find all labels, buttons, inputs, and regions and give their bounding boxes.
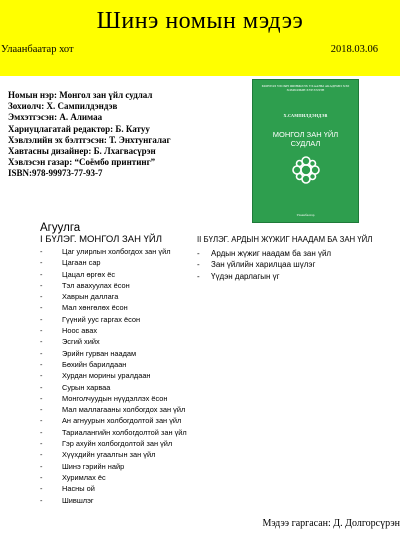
location-label: Улаанбаатар хот <box>1 44 74 55</box>
list-item <box>40 461 210 472</box>
bullet-dash-icon: - <box>40 337 43 347</box>
section1-heading: I БҮЛЭГ. МОНГОЛ ЗАН ҮЙЛ <box>40 234 162 245</box>
bullet-dash-icon: - <box>40 427 43 437</box>
list-item <box>40 483 210 494</box>
book-compiler: Эмхэтгэсэн: А. Алимаа <box>8 112 103 123</box>
list-item-label: Тэл авахуулах ёсон <box>62 280 130 290</box>
list-item-label: Хурдан морины уралдаан <box>62 371 151 381</box>
toc-heading: Агуулга <box>40 222 81 234</box>
list-item-label: Шившлэг <box>62 495 94 505</box>
list-item-label: Сурын харваа <box>62 382 111 392</box>
bullet-dash-icon: - <box>40 326 43 336</box>
header-banner <box>0 0 400 76</box>
list-item <box>40 291 210 302</box>
bullet-dash-icon: - <box>40 405 43 415</box>
book-publisher: Хэвлэлийн эх бэлтгэсэн: Т. Энхтунгалаг <box>8 134 171 145</box>
list-item-label: Ан агнуурын холбогдолтой зан үйл <box>62 416 182 426</box>
book-designer: Хавтасны дизайнер: Б. Лхагвасүрэн <box>8 146 156 157</box>
bullet-dash-icon: - <box>40 439 43 449</box>
list-item-label: Мал маллагааны холбогдох зан үйл <box>62 405 186 415</box>
list-item-label: Эсгий хийх <box>62 337 100 347</box>
list-item <box>197 248 397 259</box>
bullet-dash-icon: - <box>40 472 43 482</box>
prepared-by: Мэдээ гаргасан: Д. Долгорсүрэн <box>262 518 400 529</box>
list-item <box>40 246 210 257</box>
list-item <box>40 302 210 313</box>
list-item <box>197 259 397 270</box>
bullet-dash-icon: - <box>197 271 200 281</box>
list-item <box>40 382 210 393</box>
bullet-dash-icon: - <box>40 258 43 268</box>
book-info <box>8 90 253 180</box>
list-item-label: Үүдэн дарлагын үг <box>211 271 280 281</box>
bullet-dash-icon: - <box>40 303 43 313</box>
list-item-label: Ноос авах <box>62 326 98 336</box>
list-item <box>40 314 210 325</box>
bullet-dash-icon: - <box>40 280 43 290</box>
cover-title-line1: МОНГОЛ ЗАН ҮЙЛ <box>272 130 339 139</box>
cover-author: Х.САМПИЛДЭНДЭВ <box>283 113 328 118</box>
list-item-label: Гэр ахуйн холбогдолтой зан үйл <box>62 439 173 449</box>
list-item <box>40 495 210 506</box>
bullet-dash-icon: - <box>40 247 43 256</box>
list-item-label: Цацал өргөх ёс <box>62 269 116 279</box>
book-name: Номын нэр: Монгол зан үйл судлал <box>8 90 153 100</box>
list-item-label: Гүүний уус гаргах ёсон <box>62 314 141 324</box>
list-item <box>40 325 210 336</box>
bullet-dash-icon: - <box>197 249 200 258</box>
date-label: 2018.03.06 <box>330 44 378 55</box>
cover-publisher-text: МОНГОЛ УЛСЫН ШИНЖЛЭХ УХААНЫ АКАДЕМИ ХЭЛ ЗОХИОЛЫН ХҮРЭЭЛЭН <box>261 84 350 93</box>
list-item <box>197 271 397 282</box>
list-item <box>40 348 210 359</box>
list-item-label: Зан үйлийн харилцаа шүлэг <box>211 260 316 270</box>
book-isbn: ISBN:978-99973-77-93-7 <box>8 168 103 179</box>
list-item-label: Эрийн гурван наадам <box>62 348 137 358</box>
book-cover-image <box>252 79 359 223</box>
list-item <box>40 415 210 426</box>
section2-heading: II БҮЛЭГ. АРДЫН ЖҮЖИГ НААДАМ БА ЗАН ҮЙЛ <box>197 235 373 244</box>
list-item <box>40 370 210 381</box>
list-item <box>40 280 210 291</box>
list-item-label: Ардын жүжиг наадам ба зан үйл <box>211 249 332 258</box>
bullet-dash-icon: - <box>40 393 43 403</box>
list-item-label: Тариалангийн холбогдолтой зан үйл <box>62 427 187 437</box>
list-item-label: Бөхийн барилдаан <box>62 359 127 369</box>
list-item <box>40 257 210 268</box>
bullet-dash-icon: - <box>40 382 43 392</box>
cover-title-line2: СУДЛАЛ <box>290 139 321 148</box>
list-item <box>40 393 210 404</box>
list-item <box>40 472 210 483</box>
list-item-label: Монголчуудын нүүдэллэх ёсон <box>62 393 168 403</box>
section2-list <box>197 248 397 282</box>
bullet-dash-icon: - <box>40 314 43 324</box>
bullet-dash-icon: - <box>40 292 43 302</box>
bullet-dash-icon: - <box>40 269 43 279</box>
bullet-dash-icon: - <box>40 484 43 494</box>
list-item-label: Хуримлах ёс <box>62 472 106 482</box>
list-item-label: Цагаан сар <box>62 258 101 268</box>
bullet-dash-icon: - <box>40 450 43 460</box>
bullet-dash-icon: - <box>40 359 43 369</box>
book-printer: Хэвлэсэн газар: “Соёмбо принтинг” <box>8 157 156 168</box>
bullet-dash-icon: - <box>40 461 43 471</box>
list-item <box>40 269 210 280</box>
list-item <box>40 427 210 438</box>
section1-list <box>40 246 210 506</box>
list-item-label: Цаг улирлын холбогдох зан үйл <box>62 247 171 256</box>
bullet-dash-icon: - <box>40 371 43 381</box>
cover-city: Улаанбаатар <box>296 213 315 217</box>
bullet-dash-icon: - <box>197 260 200 270</box>
book-editor: Хариуцлагатай редактор: Б. Катуу <box>8 123 150 134</box>
list-item-label: Насны ой <box>62 484 95 494</box>
ornament-knot-icon <box>289 153 323 187</box>
list-item <box>40 336 210 347</box>
list-item-label: Шинэ гэрийн найр <box>62 461 125 471</box>
list-item <box>40 449 210 460</box>
bullet-dash-icon: - <box>40 416 43 426</box>
page-title: Шинэ номын мэдээ <box>96 8 304 34</box>
list-item-label: Хаврын даллага <box>62 292 119 302</box>
list-item-label: Мал хөнгөлөх ёсон <box>62 303 128 313</box>
bullet-dash-icon: - <box>40 495 43 505</box>
bullet-dash-icon: - <box>40 348 43 358</box>
list-item <box>40 404 210 415</box>
book-author: Зохиолч: Х. Сампилдэндэв <box>8 101 118 112</box>
cover-title <box>253 130 358 148</box>
list-item <box>40 359 210 370</box>
list-item-label: Хүүхдийн угаалгын зан үйл <box>62 450 156 460</box>
list-item <box>40 438 210 449</box>
